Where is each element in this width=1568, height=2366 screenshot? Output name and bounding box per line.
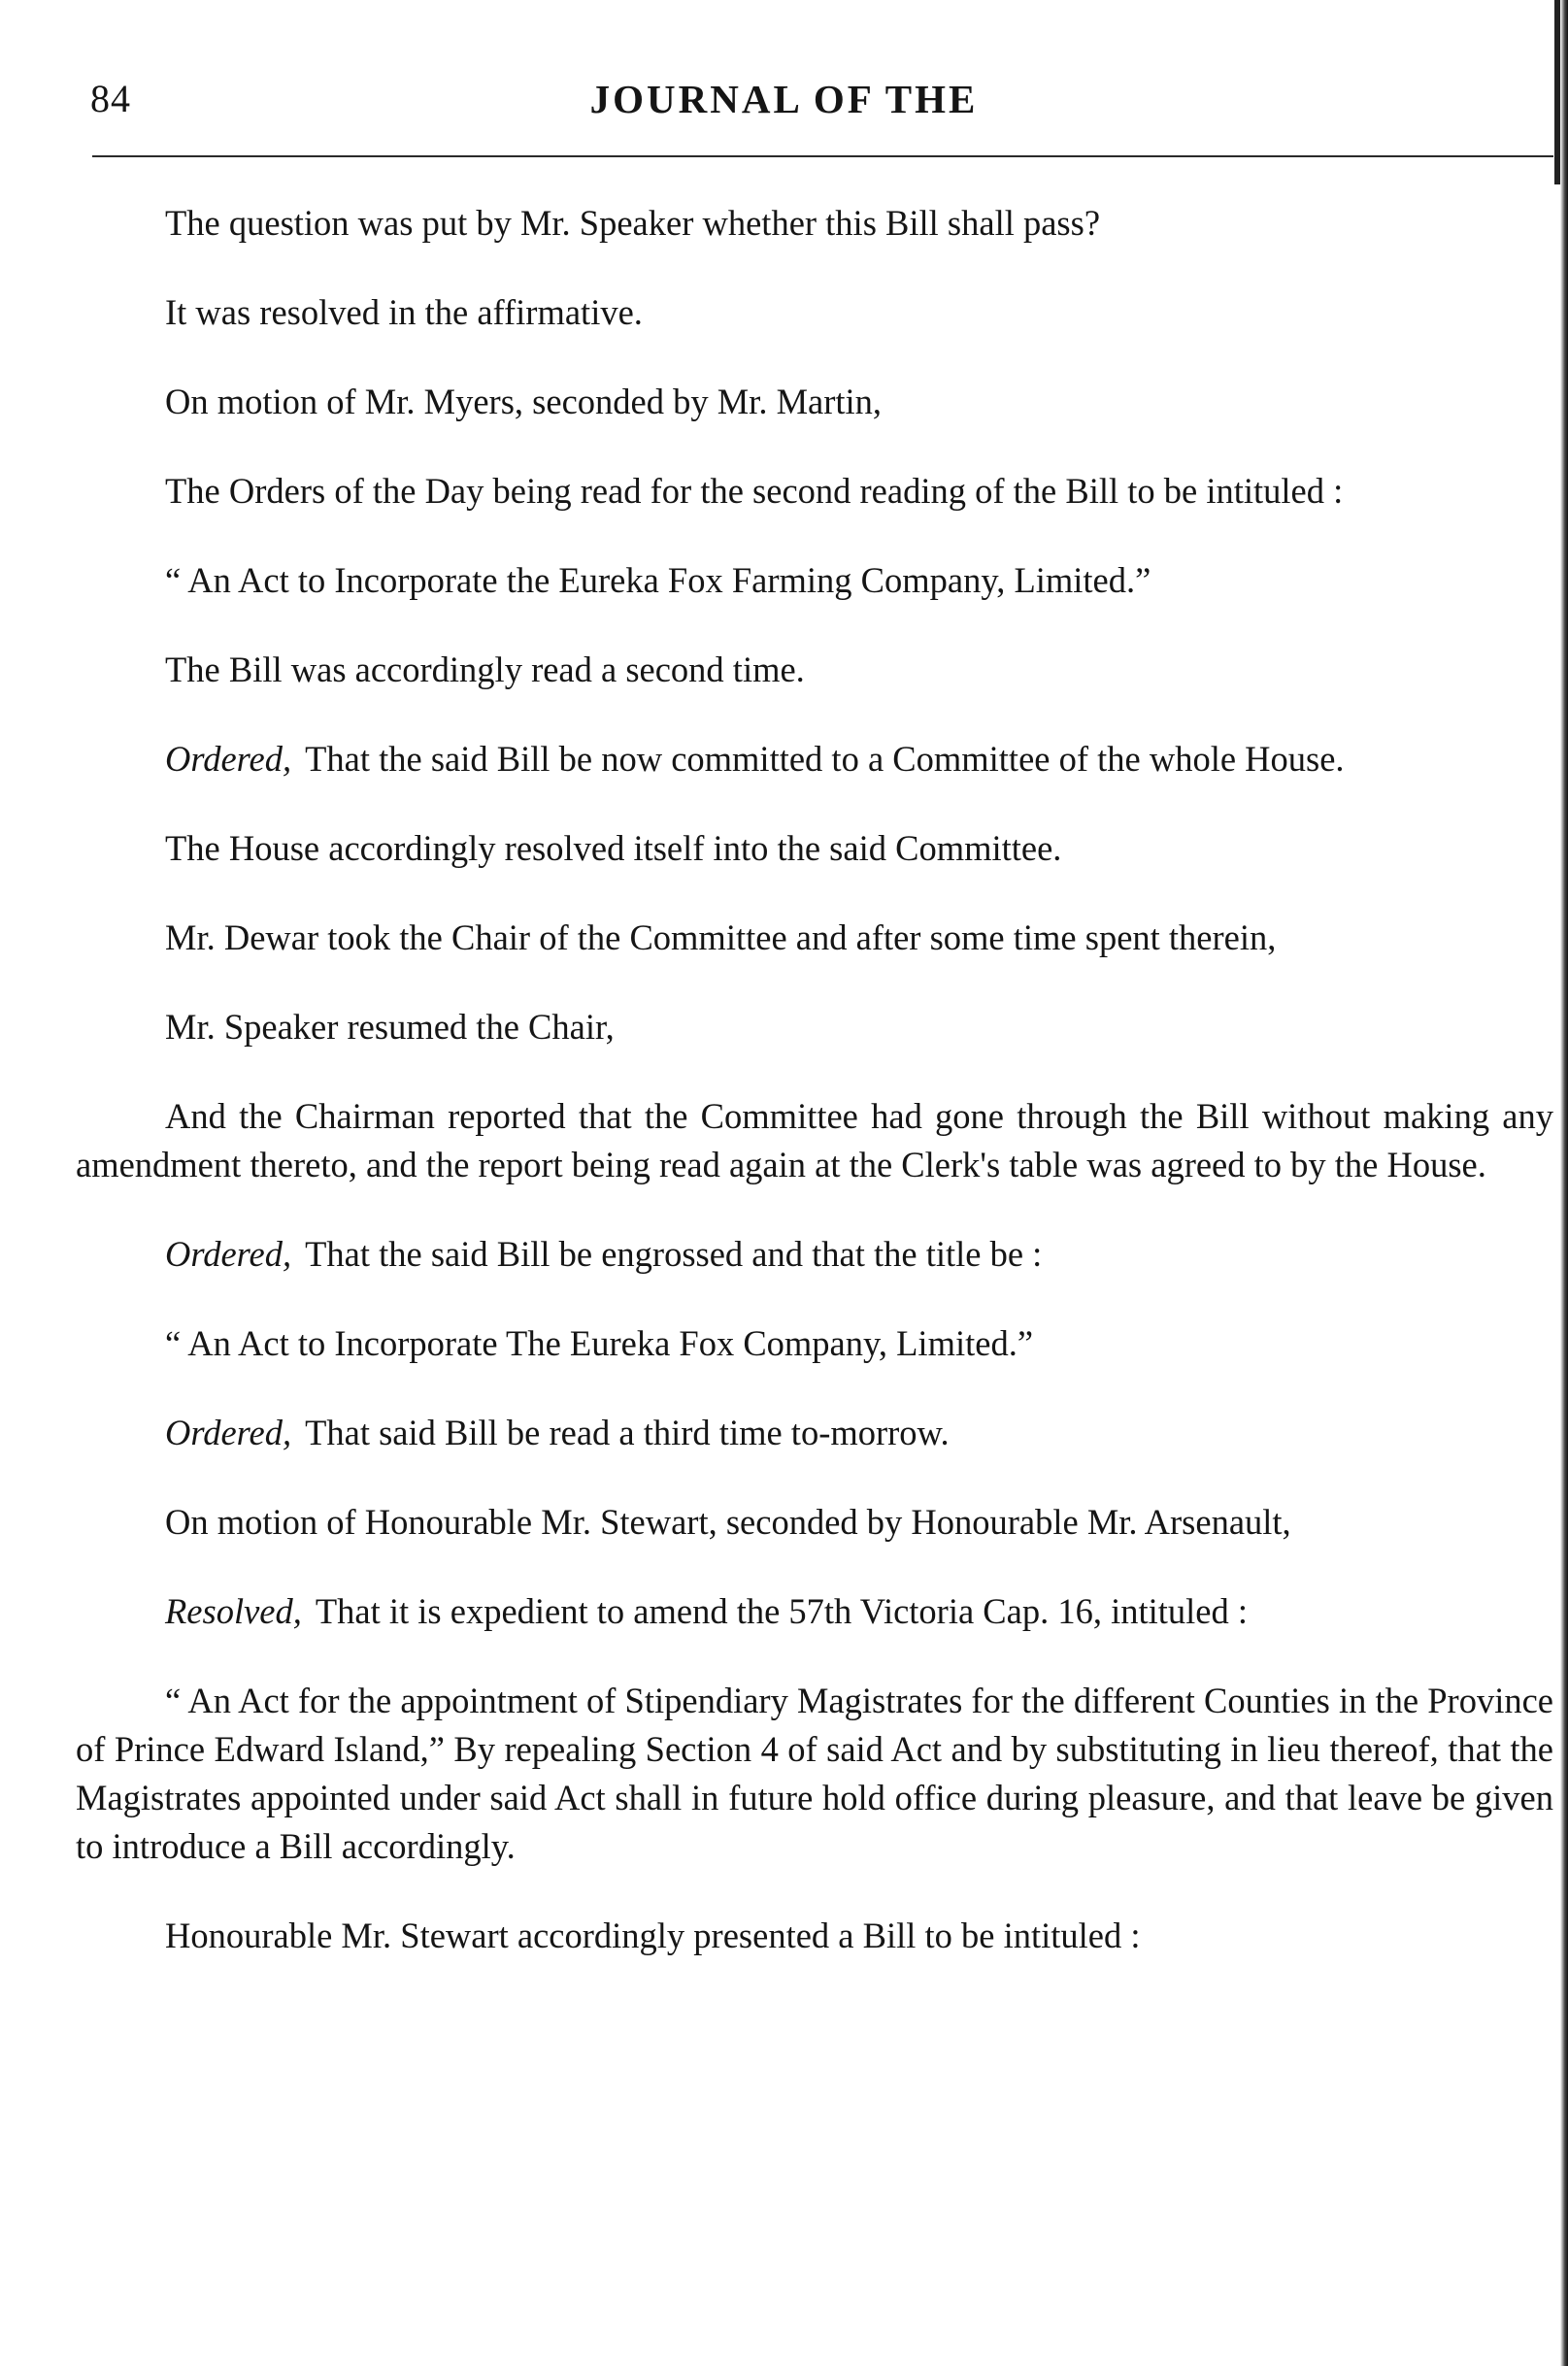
paragraph: “ An Act to Incorporate The Eureka Fox Company, Limited.” (165, 1323, 1034, 1363)
paragraph: Honourable Mr. Stewart accordingly presented a Bill to be intituled : (165, 1916, 1141, 1955)
paragraph: On motion of Mr. Myers, seconded by Mr. Martin, (165, 382, 883, 421)
paragraph: The question was put by Mr. Speaker whether this Bill shall pass? (165, 203, 1101, 243)
paragraph: “ An Act to Incorporate the Eureka Fox Farming Company, Limited.” (165, 560, 1151, 600)
paragraph: And the Chairman reported that the Committee had gone through the Bill without making any amendment thereto, and the report being read again at the Clerk's table was agreed to by the House. (76, 1096, 1553, 1184)
paragraph: Ordered, That the said Bill be engrossed and that the title be : (165, 1234, 1043, 1274)
paragraph: “ An Act for the appointment of Stipendiary Magistrates for the different Counties in the Province of Prince Edward Island,” By repealing Section 4 of said Act and by substituting in lieu thereof, that the Magistrates appointed under said Act shall in future hold office during pleasure, and that leave be given to introduce a Bill accordingly. (76, 1681, 1553, 1866)
page-edge-shadow (1560, 0, 1568, 2366)
journal-body (76, 199, 1553, 2001)
paragraph-lead: Ordered, (165, 739, 292, 779)
page-header (0, 76, 1568, 134)
header-rule (92, 155, 1553, 157)
paragraph: Mr. Speaker resumed the Chair, (165, 1007, 615, 1047)
page-number: 84 (90, 77, 131, 120)
paragraph: It was resolved in the affirmative. (165, 292, 643, 332)
paragraph: Resolved, That it is expedient to amend the 57th Victoria Cap. 16, intituled : (165, 1591, 1249, 1631)
paragraph: Mr. Dewar took the Chair of the Committee and after some time spent therein, (165, 917, 1277, 957)
paragraph: The Bill was accordingly read a second time. (165, 650, 805, 689)
running-head: JOURNAL OF THE (589, 77, 979, 121)
paragraph-lead: Resolved, (165, 1591, 302, 1631)
paragraph: Ordered, That the said Bill be now committed to a Committee of the whole House. (165, 739, 1345, 779)
paragraph: On motion of Honourable Mr. Stewart, seconded by Honourable Mr. Arsenault, (165, 1502, 1291, 1542)
paragraph: The House accordingly resolved itself into the said Committee. (165, 828, 1062, 868)
paragraph: Ordered, That said Bill be read a third time to-morrow. (165, 1413, 950, 1452)
paragraph: The Orders of the Day being read for the second reading of the Bill to be intituled : (165, 471, 1344, 511)
paragraph-lead: Ordered, (165, 1413, 292, 1452)
paragraph-lead: Ordered, (165, 1234, 292, 1274)
